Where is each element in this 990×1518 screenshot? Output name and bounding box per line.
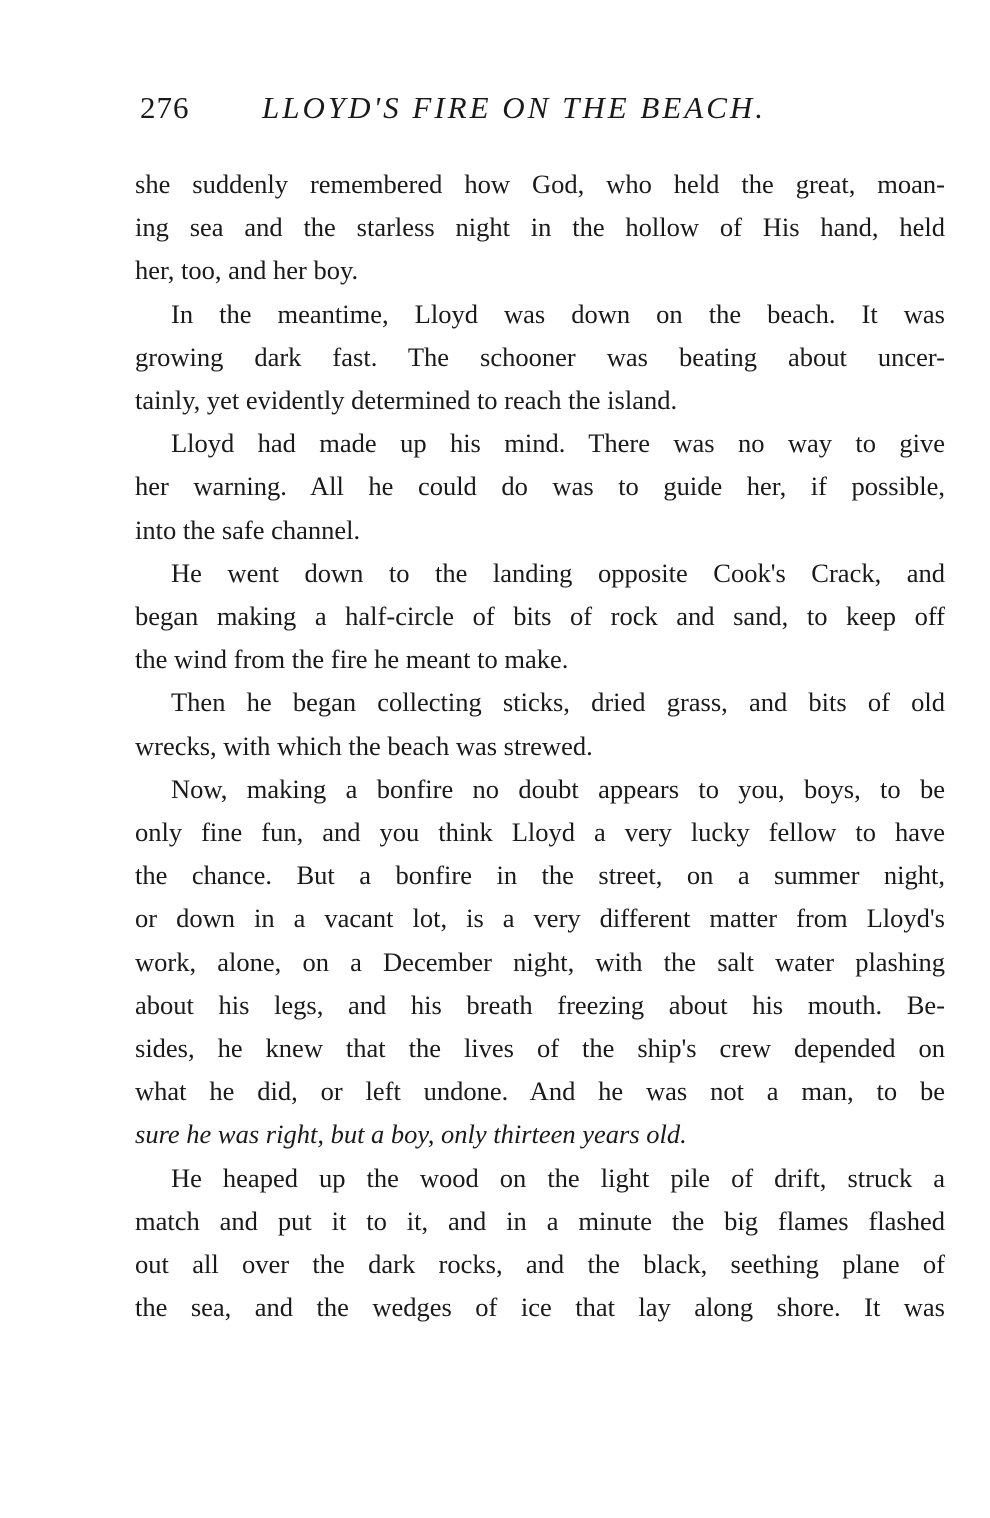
text-line: the wind from the fire he meant to make.: [135, 644, 569, 675]
text-line: she suddenly remembered how God, who held the great, moan-: [135, 169, 945, 199]
paragraph: [135, 681, 945, 767]
text-line: her warning. All he could do was to guide her, if possible,: [135, 471, 945, 502]
text-line: growing dark fast. The schooner was beating about uncer-: [135, 341, 945, 372]
text-line: work, alone, on a December night, with the salt water plashing: [135, 946, 945, 977]
text-line: out all over the dark rocks, and the black, seething plane of: [135, 1249, 945, 1280]
text-line: In the meantime, Lloyd was down on the beach. It was: [171, 298, 945, 329]
running-title: LLOYD'S FIRE ON THE BEACH.: [262, 90, 767, 125]
text-line: her, too, and her boy.: [135, 255, 359, 286]
text-line: He heaped up the wood on the light pile of drift, struck a: [171, 1162, 945, 1193]
text-line: the chance. But a bonfire in the street, on a summer night,: [135, 860, 945, 891]
text-line: Then he began collecting sticks, dried grass, and bits of old: [171, 687, 945, 718]
text-line: He went down to the landing opposite Cook's Crack, and: [171, 557, 945, 588]
text-line: the sea, and the wedges of ice that lay along shore. It was: [135, 1292, 945, 1323]
text-line: what he did, or left undone. And he was not a man, to be: [135, 1076, 945, 1107]
text-line: into the safe channel.: [135, 514, 361, 545]
running-head: [140, 86, 940, 130]
text-line: Now, making a bonfire no doubt appears to you, boys, to be: [171, 773, 945, 804]
paragraph: [135, 422, 945, 552]
text-line: tainly, yet evidently determined to reach the island.: [135, 385, 678, 416]
text-line: about his legs, and his breath freezing about his mouth. Be-: [135, 989, 945, 1020]
page-number: 276: [140, 90, 190, 125]
text-line: began making a half-circle of bits of rock and sand, to keep off: [135, 601, 945, 632]
text-line: sides, he knew that the lives of the ship's crew depended on: [135, 1033, 945, 1064]
paragraph: [135, 163, 945, 293]
paragraph: [135, 552, 945, 682]
paragraph: [135, 293, 945, 423]
paragraph: [135, 1157, 945, 1330]
body-text: [135, 163, 945, 1329]
text-line: or down in a vacant lot, is a very different matter from Lloyd's: [135, 903, 945, 934]
text-line: only fine fun, and you think Lloyd a very lucky fellow to have: [135, 817, 945, 848]
paragraph: [135, 768, 945, 1157]
text-line: sure he was right, but a boy, only thirteen years old.: [135, 1119, 687, 1150]
text-line: Lloyd had made up his mind. There was no way to give: [171, 428, 945, 459]
text-line: ing sea and the starless night in the hollow of His hand, held: [135, 212, 945, 243]
text-line: match and put it to it, and in a minute the big flames flashed: [135, 1205, 945, 1236]
text-line: wrecks, with which the beach was strewed.: [135, 730, 593, 761]
